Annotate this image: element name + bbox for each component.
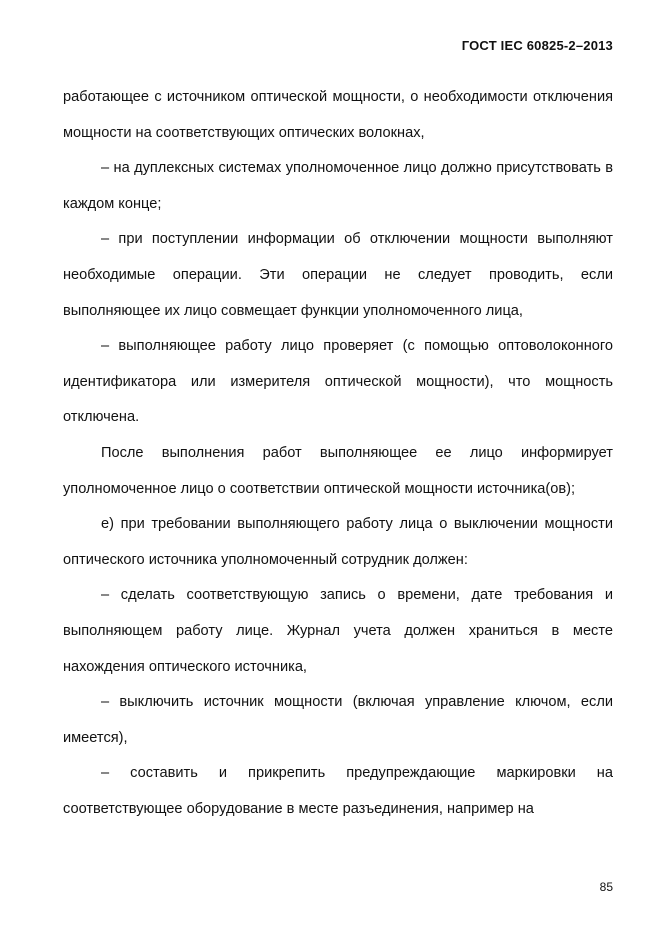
paragraph-duplex-systems: – на дуплексных системах уполномоченное лицо должно присутствовать в каждом конце;: [63, 160, 613, 212]
paragraph-after-work: После выполнения работ выполняющее ее лицо информирует уполномоченное лицо о соответствии оптической мощности источника(ов);: [63, 444, 613, 497]
paragraph-power-off-operations: – при поступлении информации об отключении мощности выполняют необходимые операции. Эти операции не следует проводить, если выполняющее их лицо совмещает функции уполномоченного лица,: [63, 231, 613, 319]
paragraph-warning-labels: – составить и прикрепить предупреждающие маркировки на соответствующее оборудование в месте разъединения, например на: [63, 765, 613, 817]
paragraph-power-verification: – выполняющее работу лицо проверяет (с помощью оптоволоконного идентификатора или измерителя оптической мощности), что мощность отключена.: [63, 338, 613, 426]
paragraph-log-entry: – сделать соответствующую запись о времени, дате требования и выполняющем работу лице. Журнал учета должен храниться в месте нахождения оптического источника,: [63, 587, 613, 675]
paragraph-continuation: работающее с источником оптической мощности, о необходимости отключения мощности на соответствующих оптических волокнах,: [63, 89, 613, 141]
paragraph-switch-off: – выключить источник мощности (включая управление ключом, если имеется),: [63, 694, 613, 746]
page-body: [63, 80, 613, 827]
page-number: 85: [599, 880, 613, 894]
document-standard-header: ГОСТ IEC 60825-2–2013: [461, 38, 613, 53]
paragraph-item-e: е) при требовании выполняющего работу лица о выключении мощности оптического источника уполномоченный сотрудник должен:: [63, 516, 613, 568]
